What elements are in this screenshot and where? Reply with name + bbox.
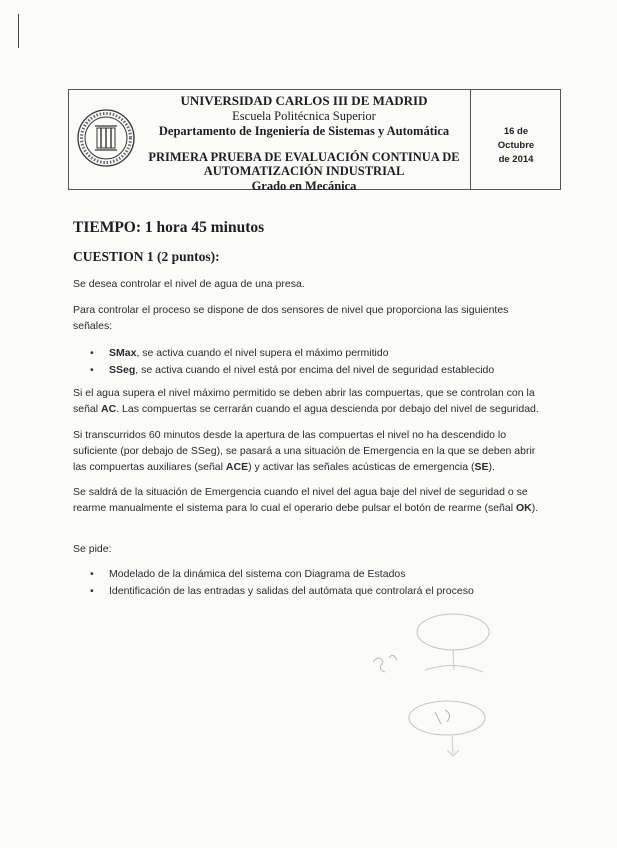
intro-paragraph: Se desea controlar el nivel de agua de una presa.	[73, 278, 305, 290]
list-item-sensor	[109, 362, 494, 378]
emergency-paragraph	[73, 427, 543, 475]
sensors-intro-paragraph: Para controlar el proceso se dispone de dos sensores de nivel que proporciona las siguientes señales:	[73, 304, 509, 332]
list-item-ask: • Identificación de las entradas y salidas del autómata que controlará el proceso	[109, 583, 474, 599]
list-item-sensor	[109, 345, 389, 361]
time-heading: TIEMPO: 1 hora 45 minutos	[73, 219, 265, 236]
text-run: Si el agua supera el nivel máximo permitido se deben abrir las compuertas, que se controlan con la señal	[73, 387, 535, 415]
university-name: UNIVERSIDAD CARLOS III DE MADRID	[180, 93, 428, 108]
date-line-2: Octubre	[497, 140, 535, 151]
reset-paragraph	[73, 484, 543, 516]
sensor-name: SSeg	[109, 364, 136, 376]
question-heading: CUESTION 1 (2 puntos):	[73, 249, 220, 264]
university-seal-icon	[76, 108, 136, 168]
text-run: ).	[488, 461, 495, 473]
gates-paragraph	[73, 385, 543, 417]
text-run: . Las compuertas se cerrarán cuando el agua descienda por debajo del nivel de seguridad.	[116, 403, 539, 415]
signal-name: AC	[101, 403, 117, 415]
text-run: ) y activar las señales acústicas de emergencia (	[248, 461, 475, 473]
signal-name: OK	[516, 502, 532, 514]
test-title-line-1: PRIMERA PRUEBA DE EVALUACIÓN CONTINUA DE	[148, 150, 460, 164]
test-title	[139, 150, 469, 178]
header-divider	[470, 90, 471, 189]
text-run: ).	[531, 502, 539, 514]
list-item-ask: • Modelado de la dinámica del sistema con Diagrama de Estados	[109, 566, 406, 582]
signal-name: ACE	[225, 461, 249, 473]
exam-date	[474, 125, 558, 167]
text-run: Se saldrá de la situación de Emergencia cuando el nivel del agua baje del nivel de seguridad o se rearme manualmente el sistema para lo cual el operario debe pulsar el botón de rearme (señal	[73, 486, 528, 514]
sensor-description: , se activa cuando el nivel supera el máximo permitido	[136, 347, 389, 359]
school-name: Escuela Politécnica Superior	[232, 109, 376, 123]
sensor-name: SMax	[109, 347, 137, 359]
date-line-3: de 2014	[498, 154, 534, 165]
department-name: Departamento de Ingeniería de Sistemas y Automática	[158, 124, 450, 138]
exam-header	[68, 89, 561, 193]
degree-name: Grado en Mecánica	[251, 179, 357, 193]
test-title-line-2: AUTOMATIZACIÓN INDUSTRIAL	[203, 164, 405, 178]
date-line-1: 16 de	[503, 126, 529, 137]
text-run: Si transcurridos 60 minutos desde la apertura de las compuertas el nivel no ha descendido lo suficiente (por debajo de SSeg), se pasará a una situación de Emergencia en la que se deben abrir las compuertas auxiliares (señal	[73, 429, 536, 473]
asks-label: Se pide:	[73, 543, 112, 555]
pencil-sketch	[355, 600, 515, 760]
scan-mark	[18, 14, 19, 48]
sensor-description: , se activa cuando el nivel está por encima del nivel de seguridad establecido	[135, 364, 495, 376]
signal-name: SE	[474, 461, 489, 473]
